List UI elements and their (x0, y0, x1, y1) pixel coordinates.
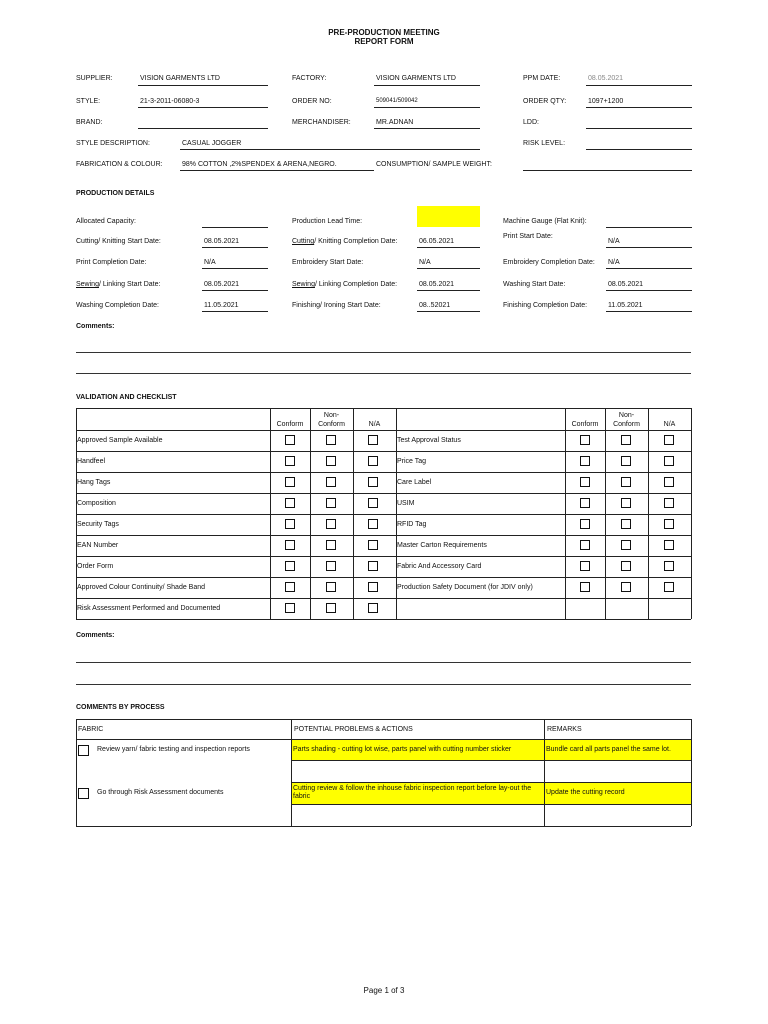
merchandiser-label: MERCHANDISER: (292, 119, 351, 126)
order-no-label: ORDER NO: (292, 98, 332, 105)
non-conform-checkbox[interactable] (326, 519, 336, 529)
merchandiser-line (374, 128, 480, 129)
consumption-line (523, 170, 692, 171)
factory-label: FACTORY: (292, 75, 327, 82)
supplier-line (138, 85, 268, 86)
fabrication-label: FABRICATION & COLOUR: (76, 161, 163, 168)
review-yarn-checkbox[interactable] (78, 745, 89, 756)
checklist-right-label: Production Safety Document (for JDIV only) (397, 584, 533, 591)
header-conform: Conform (571, 421, 599, 428)
production-comments-label: Comments: (76, 323, 115, 330)
process-border-top (76, 719, 691, 720)
na-checkbox[interactable] (368, 456, 378, 466)
conform-checkbox[interactable] (285, 540, 295, 550)
validation-col-line (691, 408, 692, 619)
checklist-right-label: Fabric And Accessory Card (397, 563, 482, 570)
brand-label: BRAND: (76, 119, 103, 126)
row2-remark-text: Update the cutting record (546, 789, 625, 796)
consumption-label: CONSUMPTION/ SAMPLE WEIGHT: (376, 161, 492, 168)
process-row2-split (292, 804, 691, 805)
na-checkbox[interactable] (368, 435, 378, 445)
na-checkbox[interactable] (664, 519, 674, 529)
na-checkbox[interactable] (368, 603, 378, 613)
na-checkbox[interactable] (368, 498, 378, 508)
factory-line (374, 85, 480, 86)
process-row1-split (292, 760, 691, 761)
na-checkbox[interactable] (664, 477, 674, 487)
validation-row-line (76, 514, 691, 515)
na-checkbox[interactable] (664, 540, 674, 550)
conform-checkbox[interactable] (285, 603, 295, 613)
review-yarn-task: Review yarn/ fabric testing and inspection reports (97, 746, 250, 753)
checklist-left-label: Security Tags (77, 521, 119, 528)
validation-row-line (76, 430, 691, 431)
na-checkbox[interactable] (664, 456, 674, 466)
checklist-left-label: Handfeel (77, 458, 106, 465)
form-title-line1: PRE-PRODUCTION MEETING (328, 28, 440, 37)
cutting-completion-label: Cutting/ Knitting Completion Date: (292, 238, 398, 245)
factory-value: VISION GARMENTS LTD (376, 75, 456, 82)
validation-col-line (353, 408, 354, 619)
risk-assessment-checkbox[interactable] (78, 788, 89, 799)
sewing-start-line (202, 290, 268, 291)
risk-assessment-task: Go through Risk Assessment documents (97, 789, 224, 796)
finishing-completion-line (606, 311, 692, 312)
non-conform-checkbox[interactable] (326, 477, 336, 487)
supplier-label: SUPPLIER: (76, 75, 113, 82)
checklist-left-label: Hang Tags (77, 479, 111, 486)
header-non: Non- (323, 412, 340, 419)
checklist-left-label: Order Form (77, 563, 114, 570)
non-conform-checkbox[interactable] (326, 456, 336, 466)
order-no-line (374, 107, 480, 108)
embroidery-start-value: N/A (419, 259, 431, 266)
conform-checkbox[interactable] (580, 582, 590, 592)
validation-border-top (76, 408, 691, 409)
process-col-divider-2 (544, 719, 545, 826)
machine-gauge-line (606, 227, 692, 228)
row1-problem-text: Parts shading - cutting lot wise, parts panel with cutting number sticker (293, 746, 512, 753)
validation-comments-line-2[interactable] (76, 684, 691, 685)
print-start-value: N/A (608, 238, 620, 245)
validation-row-line (76, 451, 691, 452)
validation-row-line (76, 556, 691, 557)
non-conform-checkbox[interactable] (326, 561, 336, 571)
non-conform-checkbox[interactable] (621, 435, 631, 445)
na-checkbox[interactable] (368, 561, 378, 571)
non-conform-checkbox[interactable] (326, 435, 336, 445)
print-completion-line (202, 268, 268, 269)
style-description-value: CASUAL JOGGER (182, 140, 242, 147)
validation-heading: VALIDATION AND CHECKLIST (76, 394, 177, 401)
header-conform: Conform (276, 421, 304, 428)
process-col-problems: POTENTIAL PROBLEMS & ACTIONS (294, 726, 413, 733)
finishing-start-line (417, 311, 480, 312)
non-conform-checkbox[interactable] (621, 477, 631, 487)
production-comments-line-2[interactable] (76, 373, 691, 374)
print-completion-value: N/A (204, 259, 216, 266)
conform-checkbox[interactable] (285, 456, 295, 466)
risk-level-line (586, 149, 692, 150)
checklist-right-label: USIM (397, 500, 415, 507)
sewing-start-label: Sewing/ Linking Start Date: (76, 281, 161, 288)
non-conform-checkbox[interactable] (621, 456, 631, 466)
non-conform-checkbox[interactable] (326, 498, 336, 508)
validation-col-line (565, 408, 566, 619)
na-checkbox[interactable] (368, 582, 378, 592)
validation-col-line (605, 408, 606, 619)
validation-col-line (310, 408, 311, 619)
checklist-right-label: Test Approval Status (397, 437, 461, 444)
page-number: Page 1 of 3 (363, 986, 405, 995)
conform-checkbox[interactable] (580, 477, 590, 487)
process-header-bottom (76, 739, 691, 740)
machine-gauge-label: Machine Gauge (Flat Knit): (503, 218, 587, 225)
conform-checkbox[interactable] (580, 540, 590, 550)
print-completion-label: Print Completion Date: (76, 259, 147, 266)
cutting-completion-line (417, 247, 480, 248)
header-na: N/A (368, 421, 381, 428)
non-conform-checkbox[interactable] (621, 519, 631, 529)
cutting-start-label: Cutting/ Knitting Start Date: (76, 238, 161, 245)
finishing-completion-label: Finishing Completion Date: (503, 302, 588, 309)
conform-checkbox[interactable] (580, 435, 590, 445)
process-col-remarks: REMARKS (547, 726, 582, 733)
washing-completion-value: 11.05.2021 (204, 302, 239, 309)
finishing-start-value: 08..52021 (419, 302, 451, 309)
brand-line (138, 128, 268, 129)
validation-row-line (76, 577, 691, 578)
style-line (138, 107, 268, 108)
non-conform-checkbox[interactable] (326, 603, 336, 613)
risk-level-label: RISK LEVEL: (523, 140, 566, 147)
cutting-start-line (202, 247, 268, 248)
washing-start-label: Washing Start Date: (503, 281, 566, 288)
validation-col-line (648, 408, 649, 619)
na-checkbox[interactable] (368, 519, 378, 529)
print-start-line (606, 247, 692, 248)
conform-checkbox[interactable] (285, 477, 295, 487)
non-conform-checkbox[interactable] (621, 540, 631, 550)
validation-row-line (76, 598, 691, 599)
non-conform-checkbox[interactable] (326, 582, 336, 592)
production-details-heading: PRODUCTION DETAILS (76, 190, 155, 197)
conform-checkbox[interactable] (285, 582, 295, 592)
checklist-left-label: Approved Sample Available (77, 437, 163, 444)
embroidery-completion-value: N/A (608, 259, 620, 266)
checklist-left-label: EAN Number (77, 542, 119, 549)
na-checkbox[interactable] (368, 477, 378, 487)
conform-checkbox[interactable] (285, 435, 295, 445)
checklist-right-label: Master Carton Requirements (397, 542, 487, 549)
validation-col-line (270, 408, 271, 619)
process-border-right (691, 719, 692, 826)
checklist-left-label: Approved Colour Continuity/ Shade Band (77, 584, 206, 591)
form-title-line2: REPORT FORM (354, 37, 414, 46)
conform-checkbox[interactable] (285, 561, 295, 571)
header-non-conform: Conform (613, 421, 640, 428)
merchandiser-value: MR.ADNAN (376, 119, 414, 126)
process-row1-bottom (292, 782, 691, 783)
na-checkbox[interactable] (664, 582, 674, 592)
conform-checkbox[interactable] (580, 561, 590, 571)
header-na: N/A (663, 421, 676, 428)
row2-problem-text: Cutting review & follow the inhouse fabric inspection report before lay-out the fabric (293, 785, 532, 800)
header-non-conform: Conform (318, 421, 345, 428)
allocated-capacity-line (202, 227, 268, 228)
na-checkbox[interactable] (664, 435, 674, 445)
order-qty-line (586, 107, 692, 108)
validation-comments-line-1[interactable] (76, 662, 691, 663)
validation-comments-label: Comments: (76, 632, 115, 639)
washing-start-value: 08.05.2021 (608, 281, 644, 288)
row1-remark-text: Bundle card all parts panel the same lot. (546, 746, 671, 753)
lead-time-highlight[interactable] (417, 206, 480, 227)
non-conform-checkbox[interactable] (621, 561, 631, 571)
process-border-left (76, 719, 77, 826)
conform-checkbox[interactable] (580, 498, 590, 508)
checklist-left-label: Risk Assessment Performed and Documented (77, 605, 221, 612)
na-checkbox[interactable] (664, 561, 674, 571)
style-label: STYLE: (76, 98, 101, 105)
embroidery-completion-line (606, 268, 692, 269)
fabrication-value: 98% COTTON ,2%SPENDEX & ARENA,NEGRO. (182, 161, 337, 168)
process-col-divider-1 (291, 719, 292, 826)
sewing-completion-value: 08.05.2021 (419, 281, 455, 288)
sewing-start-value: 08.05.2021 (204, 281, 240, 288)
header-non: Non- (618, 412, 635, 419)
ppm-date-value: 08.05.2021 (588, 75, 624, 82)
na-checkbox[interactable] (664, 498, 674, 508)
embroidery-start-label: Embroidery Start Date: (292, 259, 364, 266)
embroidery-start-line (417, 268, 480, 269)
style-description-label: STYLE DESCRIPTION: (76, 140, 150, 147)
ldd-label: LDD: (523, 119, 539, 126)
na-checkbox[interactable] (368, 540, 378, 550)
process-border-bottom (76, 826, 691, 827)
cutting-completion-value: 06.05.2021 (419, 238, 455, 245)
conform-checkbox[interactable] (285, 519, 295, 529)
checklist-right-label: Price Tag (397, 458, 427, 465)
sewing-completion-line (417, 290, 480, 291)
validation-row-line (76, 535, 691, 536)
lead-time-label: Production Lead Time: (292, 218, 363, 225)
checklist-right-label: RFID Tag (397, 521, 427, 528)
non-conform-checkbox[interactable] (621, 582, 631, 592)
allocated-capacity-label: Allocated Capacity: (76, 218, 136, 225)
washing-start-line (606, 290, 692, 291)
order-qty-label: ORDER QTY: (523, 98, 567, 105)
sewing-completion-label: Sewing/ Linking Completion Date: (292, 281, 398, 288)
checklist-left-label: Composition (77, 500, 116, 507)
production-comments-line-1[interactable] (76, 352, 691, 353)
non-conform-checkbox[interactable] (326, 540, 336, 550)
ldd-line (586, 128, 692, 129)
finishing-completion-value: 11.05.2021 (608, 302, 643, 309)
non-conform-checkbox[interactable] (621, 498, 631, 508)
style-description-line (180, 149, 480, 150)
order-qty-value: 1097+1200 (588, 98, 624, 105)
conform-checkbox[interactable] (580, 519, 590, 529)
process-heading: COMMENTS BY PROCESS (76, 704, 165, 711)
process-col-fabric: FABRIC (78, 726, 104, 733)
fabrication-line (180, 170, 374, 171)
ppm-date-label: PPM DATE: (523, 75, 561, 82)
cutting-start-value: 08.05.2021 (204, 238, 240, 245)
finishing-start-label: Finishing/ Ironing Start Date: (292, 302, 381, 309)
conform-checkbox[interactable] (580, 456, 590, 466)
validation-row-line (76, 493, 691, 494)
ppm-date-line (586, 85, 692, 86)
order-no-value: 509041/509042 (376, 98, 418, 104)
validation-row-line (76, 619, 691, 620)
validation-row-line (76, 472, 691, 473)
checklist-right-label: Care Label (397, 479, 432, 486)
conform-checkbox[interactable] (285, 498, 295, 508)
washing-completion-label: Washing Completion Date: (76, 302, 160, 309)
style-value: 21-3-2011-06080-3 (140, 98, 200, 105)
embroidery-completion-label: Embroidery Completion Date: (503, 259, 595, 266)
print-start-label: Print Start Date: (503, 233, 553, 240)
washing-completion-line (202, 311, 268, 312)
supplier-value: VISION GARMENTS LTD (140, 75, 220, 82)
